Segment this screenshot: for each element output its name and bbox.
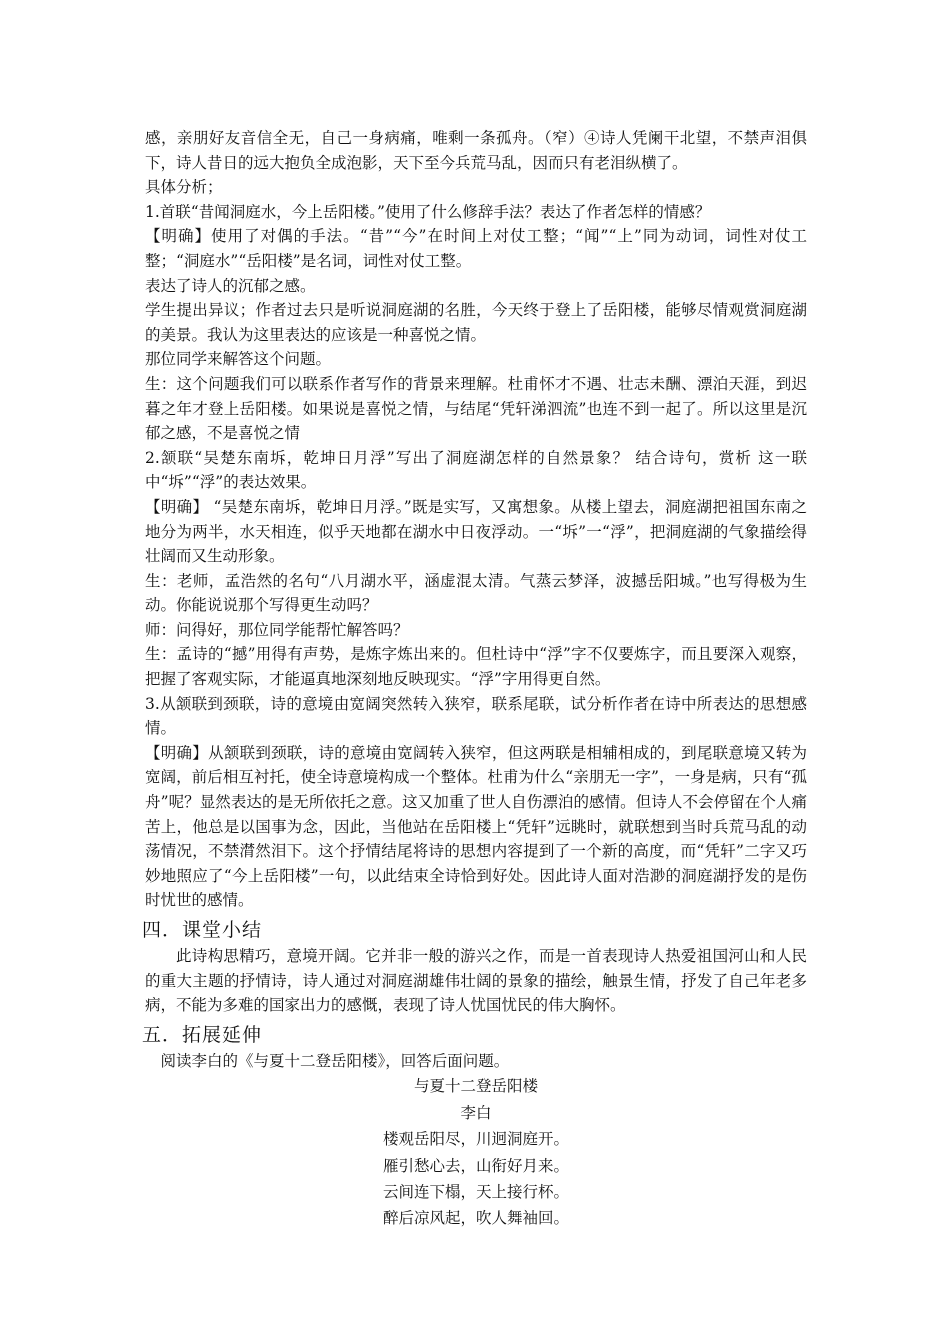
answer-3: 【明确】从颔联到颈联，诗的意境由宽阔转入狭窄，但这两联是相辅相成的，到尾联意境又转为宽阔，前后相互衬托，使全诗意境构成一个整体。杜甫为什么“亲朋无一字”，一身是病，只有“孤舟”呢？显然表达的是无所依托之意。这又加重了世人自伤漂泊的感情。但诗人不会停留在个人痛苦上，他总是以国事为念，因此，当他站在岳阳楼上“凭轩”远眺时，就联想到当时兵荒马乱的动荡情况，不禁潸然泪下。这个抒情结尾将诗的思想内容提到了一个新的高度，而“凭轩”二字又巧妙地照应了“今上岳阳楼”一句，以此结束全诗恰到好处。因此诗人面对浩渺的洞庭湖抒发的是伤时忧世的感情。 [145,743,807,910]
poem-title: 与夏十二登岳阳楼 [413,1077,538,1096]
question-1: 1.首联“昔闻洞庭水，今上岳阳楼。”使用了什么修辞手法？表达了作者怎样的情感？ [145,202,711,221]
section-4-summary: 此诗构思精巧，意境开阔。它并非一般的游兴之作，而是一首表现诗人热爱祖国河山和人民的重大主题的抒情诗，诗人通过对洞庭湖雄伟壮阔的景象的描绘，触景生情，抒发了自己年老多病，不能为多难的国家出力的感慨，表现了诗人忧国忧民的伟大胸怀。 [145,947,807,1015]
answer-1-emotion: 表达了诗人的沉郁之感。 [145,276,316,295]
question-2: 2.颔联“吴楚东南坼，乾坤日月浮”写出了洞庭湖怎样的自然景象？ 结合诗句，赏析 这一联中“坼”“浮”的表达效果。 [145,448,807,492]
question-3: 3.从颔联到颈联，诗的意境由宽阔突然转入狭窄，联系尾联，试分析作者在诗中所表达的思想感情。 [145,694,807,738]
poem-author: 李白 [460,1103,492,1122]
student-reply-2: 生：孟诗的“撼”用得有声势，是炼字炼出来的。但杜诗中“浮”字不仅要炼字，而且要深入观察，把握了客观实际，才能逼真地深刻地反映现实。“浮”字用得更自然。 [145,645,807,689]
poem-line: 醉后凉风起，吹人舞袖回。 [382,1209,569,1228]
poem-line: 楼观岳阳尽，川迥洞庭开。 [382,1130,569,1149]
student-objection: 学生提出异议；作者过去只是听说洞庭湖的名胜，今天终于登上了岳阳楼，能够尽情观赏洞庭湖的美景。我认为这里表达的应该是一种喜悦之情。 [145,301,807,344]
paragraph-intro-continued: 感，亲朋好友音信全无，自己一身病痛，唯剩一条孤舟。（窄）④诗人凭阑干北望，不禁声泪俱下，诗人昔日的远大抱负全成泡影，天下至今兵荒马乱，因而只有老泪纵横了。 [145,129,807,172]
section-5-intro: 阅读李白的《与夏十二登岳阳楼》，回答后面问题。 [160,1051,510,1070]
paragraph-analysis-label: 具体分析； [145,178,223,197]
student-question-2: 生：老师，孟浩然的名句“八月湖水平，涵虚混太清。气蒸云梦泽，波撼岳阳城。”也写得极为生动。你能说说那个写得更生动吗？ [145,571,807,615]
teacher-prompt: 那位同学来解答这个问题。 [145,350,332,369]
student-reply-1: 生：这个问题我们可以联系作者写作的背景来理解。杜甫怀才不遇、壮志未酬、漂泊天涯，到迟暮之年才登上岳阳楼。如果说是喜悦之情，与结尾“凭轩涕泗流”也连不到一起了。所以这里是沉郁之感，不是喜悦之情 [145,374,807,443]
teacher-reply-2: 师：问得好，那位同学能帮忙解答吗？ [145,620,409,639]
document-page [142,126,807,1232]
poem-line: 云间连下榻，天上接行杯。 [382,1183,569,1201]
answer-1: 【明确】使用了对偶的手法。“昔”“今”在时间上对仗工整；“闻”“上”同为动词，词性对仗工整；“洞庭水”“岳阳楼”是名词，词性对仗工整。 [145,227,807,270]
section-5-heading: 五．拓展延伸 [142,1023,263,1046]
section-4-heading: 四．课堂小结 [142,919,263,941]
poem-line: 雁引愁心去，山衔好月来。 [382,1156,569,1175]
answer-2: 【明确】 “吴楚东南坼，乾坤日月浮。”既是实写，又寓想象。从楼上望去，洞庭湖把祖国东南之地分为两半，水天相连，似乎天地都在湖水中日夜浮动。一“坼”一“浮”，把洞庭湖的气象描绘得壮阔而又生动形象。 [145,497,807,566]
